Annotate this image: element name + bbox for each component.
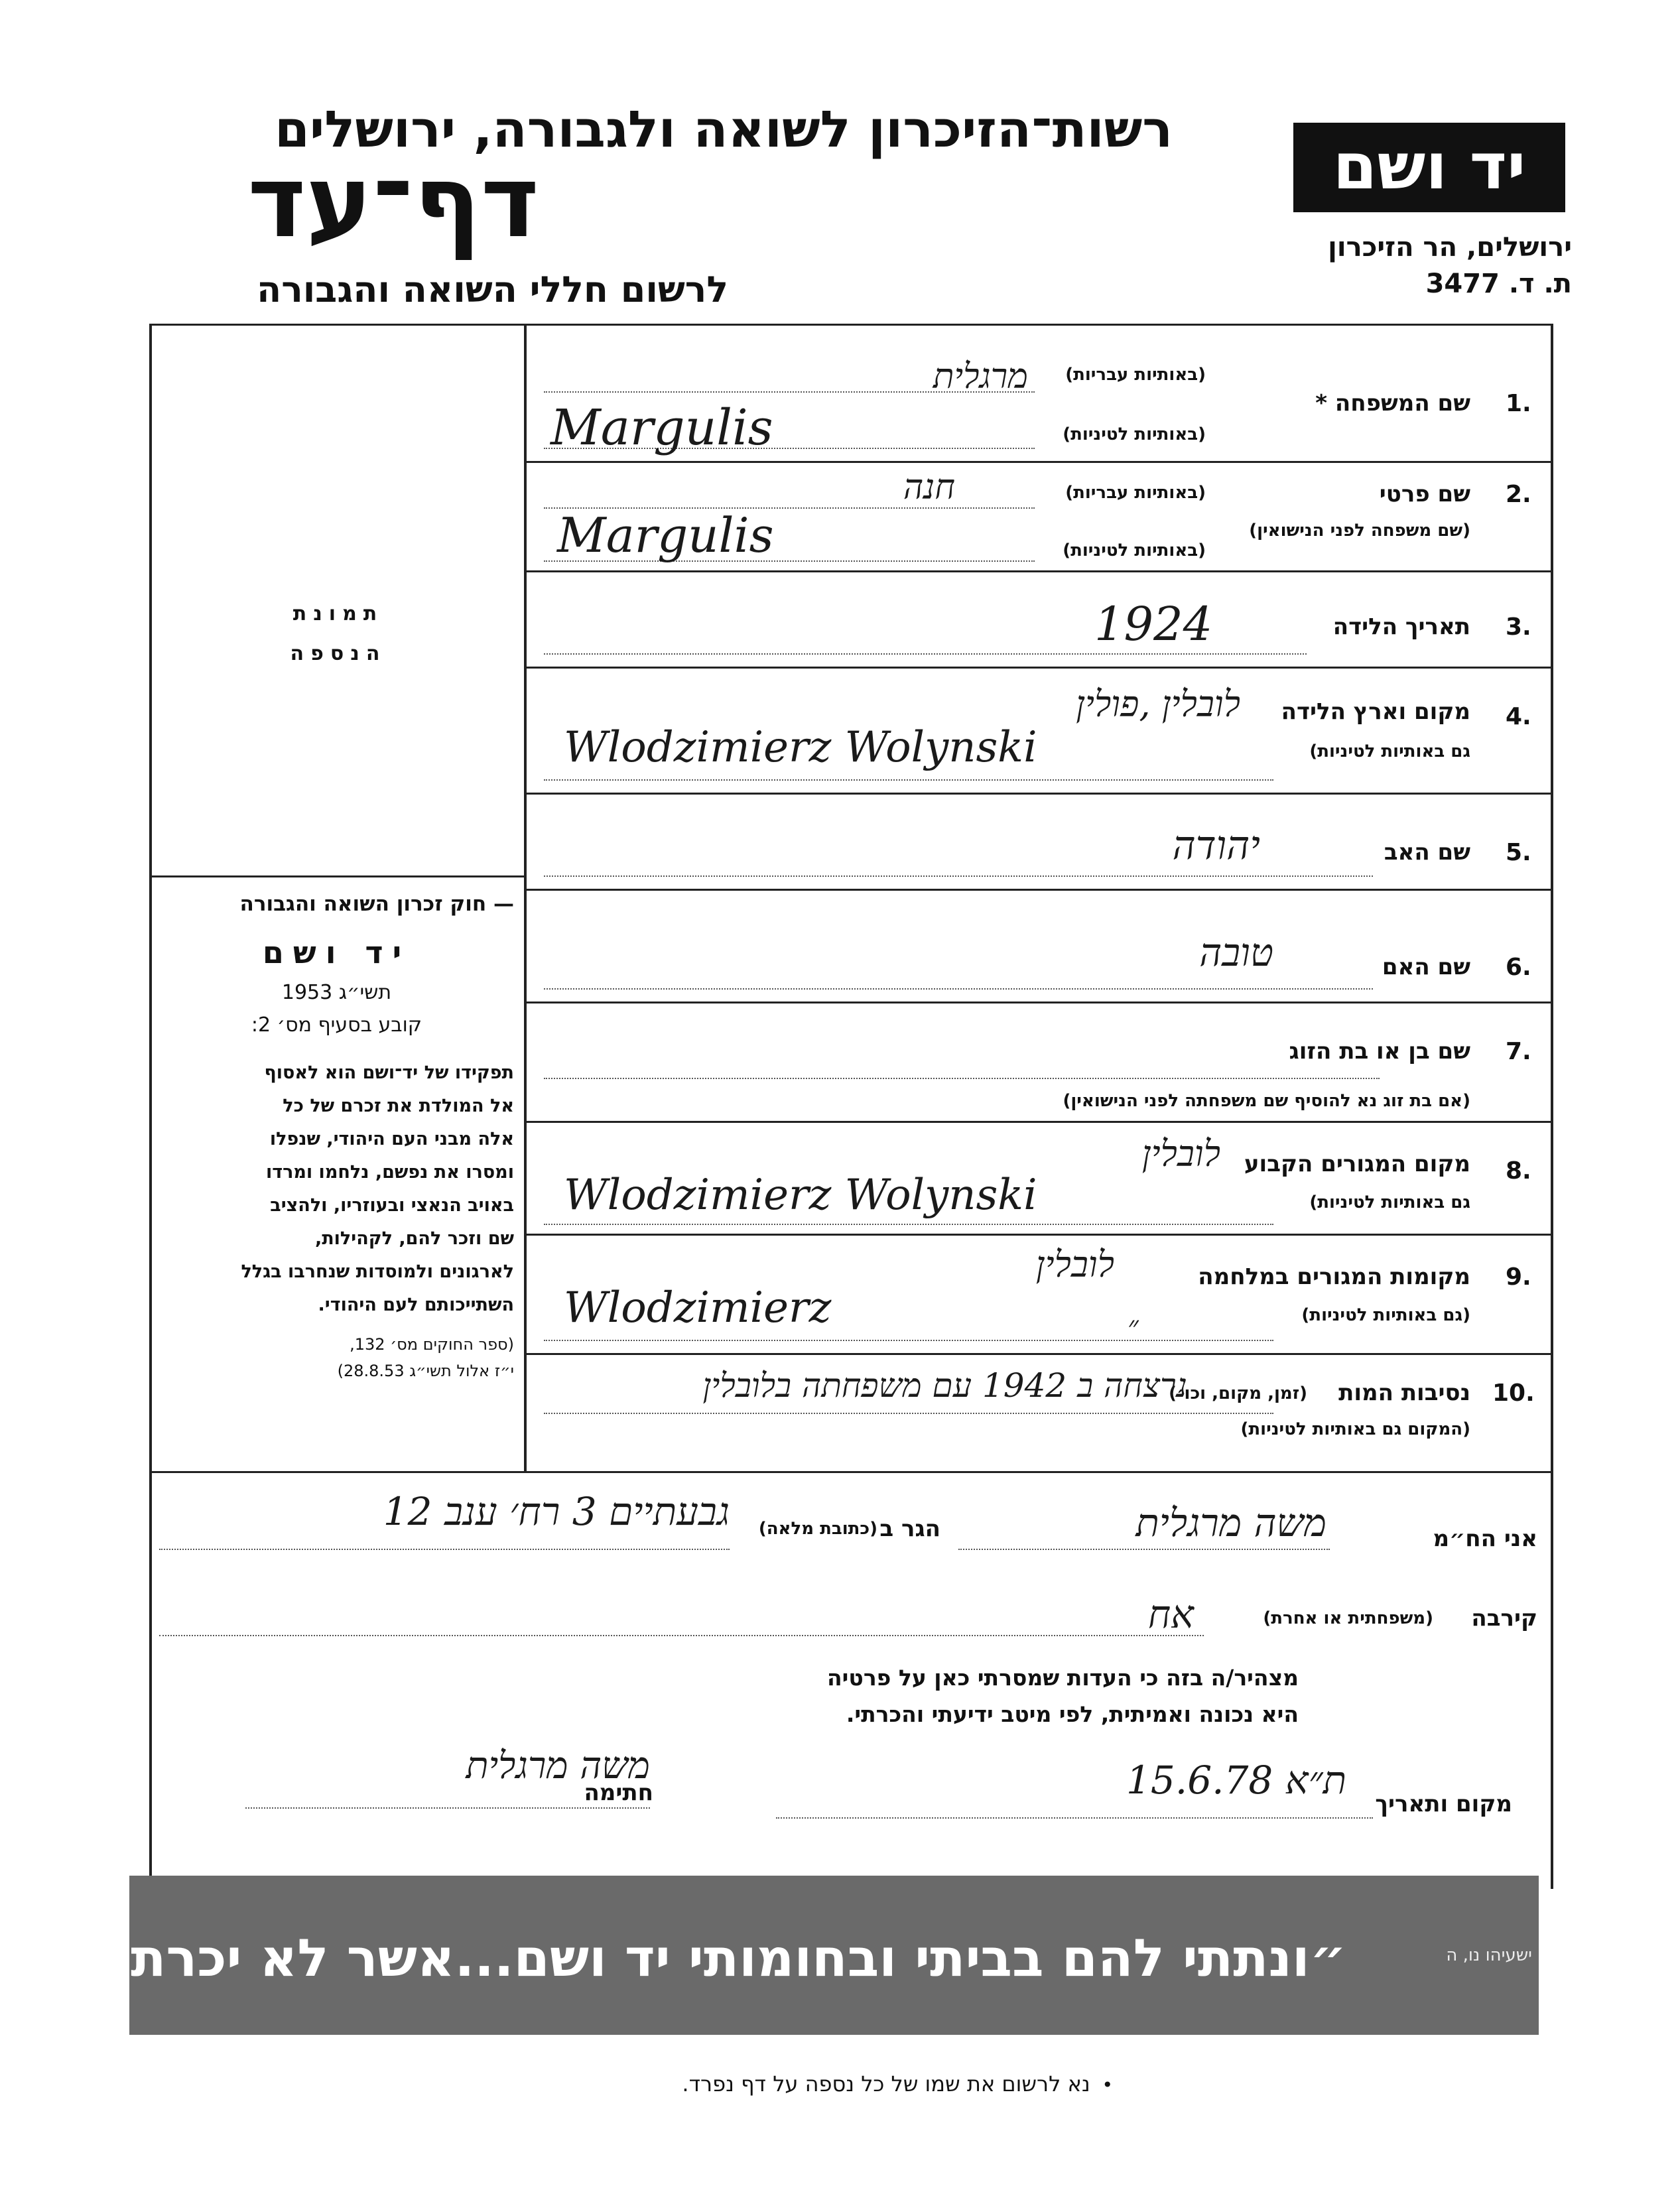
address-hint: (כתובת מלאה) bbox=[758, 1519, 877, 1539]
field-10-line bbox=[544, 1413, 1273, 1414]
family-name-latin[interactable]: Margulis bbox=[550, 399, 773, 456]
quote-banner bbox=[74, 1876, 1539, 2035]
field-7-line bbox=[544, 1078, 1380, 1079]
field-7-label-sub: (אם בת זוג נא להוסיף שם משפחתה לפני הנישואין) bbox=[1063, 1091, 1470, 1111]
wartime-residence-hebrew[interactable]: לובלין bbox=[1035, 1244, 1114, 1285]
po-box: ת. ד. 3477 bbox=[1425, 269, 1572, 299]
row-separator bbox=[525, 793, 1553, 795]
birth-place-latin[interactable]: Wlodzimierz Wolynski bbox=[564, 723, 1037, 772]
field-4-label-sub: גם באותיות לטיניות) bbox=[1309, 742, 1470, 761]
frame-left bbox=[149, 324, 152, 1889]
residence-hebrew[interactable]: לובלין bbox=[1141, 1133, 1220, 1175]
relation-hint: (משפחתית או אחרת) bbox=[1263, 1608, 1433, 1628]
field-9-label-sub: (גם באותיות לטיניות) bbox=[1301, 1305, 1470, 1325]
declarant-name[interactable]: משה מרגלית bbox=[1135, 1500, 1326, 1545]
field-4-line bbox=[544, 779, 1273, 781]
relation[interactable]: אח bbox=[1147, 1592, 1194, 1637]
declarant-address[interactable]: גבעתיים 3 רח׳ ענב 12 bbox=[383, 1489, 730, 1534]
field-8-label-sub: גם באותיות לטיניות) bbox=[1309, 1193, 1470, 1212]
field-8-line bbox=[544, 1224, 1273, 1225]
column-divider bbox=[524, 324, 527, 1471]
law-line: לארגונים ולמוסדות שנחרבו בגלל bbox=[241, 1261, 514, 1282]
photo-placeholder-line1: תמונת bbox=[292, 602, 384, 625]
statement-line2: היא נכונה ואמיתית, לפי מיטב ידיעתי והכרתי. bbox=[846, 1701, 1299, 1727]
residence-latin[interactable]: Wlodzimierz Wolynski bbox=[564, 1171, 1037, 1220]
field-3-line bbox=[544, 653, 1307, 655]
field-1-hebrew-hint: (באותיות עבריות) bbox=[1065, 365, 1206, 385]
field-2-latin-hint: (באותיות לטיניות) bbox=[1063, 541, 1206, 560]
field-6-label: שם האם bbox=[1382, 954, 1470, 980]
first-name-latin[interactable]: Margulis bbox=[557, 507, 774, 563]
signature-label: חתימה bbox=[584, 1779, 653, 1806]
wartime-residence-ditto: ״ bbox=[1128, 1310, 1139, 1344]
law-year: תשי״ג 1953 bbox=[281, 981, 392, 1004]
declarant-prefix: אני הח״מ bbox=[1433, 1525, 1537, 1552]
row-separator bbox=[525, 461, 1553, 463]
footnote-text: נא לרשום את שמו של כל נספה על דף נפרד. bbox=[682, 2071, 1090, 2097]
law-line: אל המולדת את זכרם של כל bbox=[283, 1096, 514, 1116]
field-10-label-mid: (זמן, מקום, וכו׳) bbox=[1169, 1384, 1307, 1403]
field-9-label: מקומות המגורים במלחמה bbox=[1198, 1263, 1470, 1290]
law-body bbox=[159, 1057, 514, 1322]
field-8-label: מקום המגורים הקבוע bbox=[1244, 1151, 1470, 1177]
field-2-number: 2. bbox=[1506, 481, 1531, 508]
mother-name[interactable]: טובה bbox=[1199, 930, 1273, 975]
law-ref1: (ספר החוקים מס׳ 132, bbox=[350, 1335, 514, 1354]
row-separator bbox=[525, 570, 1553, 572]
place-date-label: מקום ותאריך bbox=[1375, 1791, 1512, 1817]
footnote-bullet-icon: • bbox=[1090, 2074, 1113, 2096]
field-5-label: שם האב bbox=[1384, 839, 1470, 866]
law-line: השתייכותם לעם היהודי. bbox=[318, 1295, 514, 1315]
fields-bottom bbox=[149, 1471, 1553, 1473]
place-date[interactable]: ת״א 15.6.78 bbox=[1126, 1758, 1346, 1803]
row-separator bbox=[525, 1234, 1553, 1236]
field-1-label: שם המשפחה * bbox=[1315, 390, 1470, 417]
photo-box-bottom bbox=[149, 875, 525, 877]
field-1-latin-hint: (באותיות לטיניות) bbox=[1063, 424, 1206, 444]
banner-source: ישעיהו נו, ה bbox=[1446, 1945, 1532, 1965]
declarant-name-line bbox=[958, 1549, 1330, 1550]
footnote bbox=[682, 2071, 1113, 2097]
field-9-number: 9. bbox=[1506, 1263, 1531, 1291]
field-10-label-sub: (המקום גם באותיות לטיניות) bbox=[1240, 1419, 1470, 1439]
banner-quote: ״ונתתי להם בביתי ובחומותי יד ושם...אשר לא יכרת״. bbox=[74, 1929, 1346, 1988]
frame-top bbox=[149, 324, 1553, 326]
field-2-label: שם פרטי bbox=[1379, 481, 1470, 507]
wartime-residence-latin[interactable]: Wlodzimierz bbox=[564, 1283, 832, 1332]
relation-label: קירבה bbox=[1471, 1605, 1537, 1632]
logo-text: יד ושם bbox=[1332, 129, 1526, 204]
law-line: ומסרו את נפשם, נלחמו ומרדו bbox=[265, 1162, 514, 1183]
form-title: דף־עד bbox=[247, 145, 539, 260]
field-2-hebrew-hint: (באותיות עבריות) bbox=[1065, 483, 1206, 503]
law-line: שם וזכר להם, לקהילות, bbox=[314, 1228, 514, 1249]
field-5-line bbox=[544, 875, 1373, 877]
field-7-number: 7. bbox=[1506, 1038, 1531, 1065]
address-label: הגר ב bbox=[879, 1516, 940, 1542]
frame-right bbox=[1551, 324, 1553, 1889]
signature[interactable]: משה מרגלית bbox=[466, 1744, 650, 1787]
field-10-number: 10. bbox=[1492, 1380, 1535, 1407]
field-7-label: שם בן או בת הזוג bbox=[1289, 1038, 1470, 1065]
father-name[interactable]: יהודה bbox=[1172, 822, 1260, 869]
law-section: קובע בסעיף מס׳ 2: bbox=[251, 1013, 422, 1037]
law-line: אלה מבני העם היהודי, שנפלו bbox=[269, 1129, 514, 1149]
death-circumstances[interactable]: נרצחה ב 1942 עם משפחתה בלובלין bbox=[702, 1366, 1187, 1405]
law-title: — חוק זכרון השואה והגבורה bbox=[239, 892, 514, 916]
row-separator bbox=[525, 889, 1553, 891]
field-2-label-sub: (שם משפחה לפני הנישואין) bbox=[1249, 521, 1470, 541]
field-6-number: 6. bbox=[1506, 954, 1531, 981]
place-date-line bbox=[776, 1817, 1373, 1819]
address-line bbox=[159, 1549, 730, 1550]
field-6-line bbox=[544, 988, 1373, 990]
relation-line bbox=[159, 1635, 1204, 1636]
field-3-number: 3. bbox=[1506, 614, 1531, 641]
row-separator bbox=[525, 667, 1553, 669]
law-line: באויב הנאצי ובעוזריו, ולהציב bbox=[270, 1195, 514, 1216]
form-subtitle: לרשום חללי השואה והגבורה bbox=[257, 269, 728, 310]
family-name-hebrew[interactable]: מרגלית bbox=[933, 357, 1028, 397]
field-1-number: 1. bbox=[1506, 390, 1531, 417]
field-5-number: 5. bbox=[1506, 839, 1531, 866]
law-ref2: י״ז אלול תשי״ג 28.8.53) bbox=[337, 1362, 514, 1380]
law-panel bbox=[159, 892, 514, 1380]
statement-line1: מצהיר/ה בזה כי העדות שמסרתי כאן על פרטיה bbox=[827, 1665, 1299, 1691]
birth-year[interactable]: 1924 bbox=[1094, 597, 1213, 651]
authority-title: רשות־הזיכרון לשואה ולגבורה, ירושלים bbox=[275, 99, 1173, 159]
row-separator bbox=[525, 1121, 1553, 1123]
address: ירושלים, הר הזיכרון bbox=[1328, 232, 1572, 263]
field-9-line bbox=[544, 1340, 1273, 1341]
signature-line bbox=[245, 1807, 650, 1809]
row-separator bbox=[525, 1001, 1553, 1003]
field-4-label: מקום וארץ הלידה bbox=[1281, 698, 1470, 725]
field-10-label: נסיבות המות bbox=[1338, 1380, 1470, 1406]
law-name: יד ושם bbox=[262, 935, 411, 970]
field-4-number: 4. bbox=[1506, 703, 1531, 730]
row-separator bbox=[525, 1353, 1553, 1355]
birth-place-hebrew[interactable]: לובלין ,פולין bbox=[1076, 683, 1240, 725]
field-3-label: תאריך הלידה bbox=[1332, 614, 1470, 640]
first-name-hebrew[interactable]: חנה bbox=[903, 468, 955, 507]
law-line: תפקידו של יד־ושם הוא לאסוף bbox=[264, 1063, 514, 1083]
field-8-number: 8. bbox=[1506, 1157, 1531, 1185]
yad-vashem-logo bbox=[1293, 123, 1565, 212]
photo-placeholder-line2: הנספה bbox=[290, 642, 387, 665]
